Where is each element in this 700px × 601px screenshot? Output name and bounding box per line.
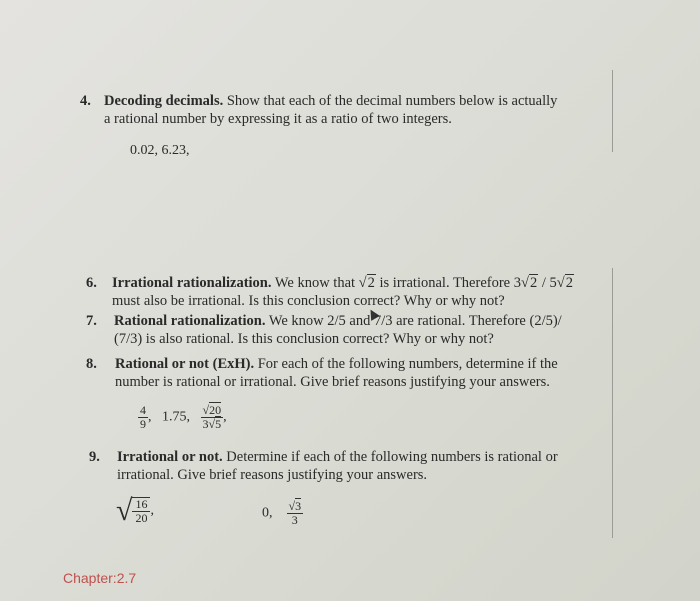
denominator: 9	[140, 417, 146, 431]
problem-text: We know that	[271, 275, 359, 291]
fraction	[287, 500, 304, 527]
radicand: 2	[565, 275, 573, 291]
sqrt-expression: √2	[358, 275, 375, 291]
chapter-label: Chapter:2.7	[63, 570, 137, 586]
zero-value: 0,	[262, 505, 273, 521]
problem-title: Decoding decimals.	[104, 93, 224, 109]
denominator: 3	[291, 513, 298, 527]
problem-text: We know 2/5 and 7/3 are rational. Therefore (2/5)/	[265, 313, 562, 329]
problem-text: a rational number by expressing it as a ratio of two integers.	[104, 111, 452, 127]
problem-number: 6.	[86, 275, 97, 291]
radicand: 3	[295, 499, 302, 513]
problem-text: For each of the following numbers, determine if the	[254, 356, 558, 372]
coefficient: 3	[202, 417, 209, 431]
problem-title: Rational rationalization.	[114, 313, 266, 329]
problem-number: 9.	[89, 449, 100, 465]
problem-4-values: 0.02, 6.23,	[130, 143, 190, 158]
denominator: 20	[135, 511, 148, 525]
sqrt-expression: √2	[556, 275, 573, 291]
problem-title: Rational or not (ExH).	[115, 356, 255, 372]
fraction	[201, 404, 224, 431]
numerator: 16	[132, 498, 150, 512]
sqrt-expression: √2	[520, 275, 538, 291]
problem-title: Irrational or not.	[117, 449, 223, 465]
problem-number: 7.	[86, 313, 97, 329]
numerator: √3	[288, 499, 302, 513]
problem-text: must also be irrational. Is this conclusion correct? Why or why not?	[112, 293, 505, 309]
radicand: 2	[367, 275, 375, 291]
radicand: 2	[529, 275, 538, 291]
problem-9-expressions: √ $\frac{16}{20}$ ,	[116, 494, 154, 527]
problem-text: number is rational or irrational. Give brief reasons justifying your answers.	[115, 374, 550, 390]
fraction	[138, 404, 148, 431]
problem-text: (7/3) is also rational. Is this conclusion correct? Why or why not?	[114, 331, 494, 347]
problem-8-expressions: $\frac{4}{9}$ , 1.75, $\frac{√20}{3√5}$ ,	[140, 403, 227, 431]
numerator: √20	[202, 403, 222, 417]
problem-text: Determine if each of the following numbers is rational or	[222, 449, 558, 465]
denominator: 3√5	[202, 417, 222, 431]
numerator: 4	[140, 403, 146, 417]
problem-number: 8.	[86, 356, 97, 372]
problem-text: Show that each of the decimal numbers below is actually	[223, 93, 558, 109]
problem-text: / 5	[538, 275, 557, 291]
sqrt-fraction: √ $\frac{16}{20}$	[116, 496, 150, 526]
radicand: 5	[215, 417, 222, 431]
problem-9-expressions-2	[262, 500, 303, 527]
problem-number: 4.	[80, 93, 91, 109]
problem-title: Irrational rationalization.	[112, 275, 272, 291]
problem-text: is irrational. Therefore 3	[375, 275, 521, 291]
problem-text: irrational. Give brief reasons justifying your answers.	[117, 467, 428, 483]
radicand: 20	[209, 403, 222, 417]
decimal-value: 1.75,	[162, 409, 190, 425]
